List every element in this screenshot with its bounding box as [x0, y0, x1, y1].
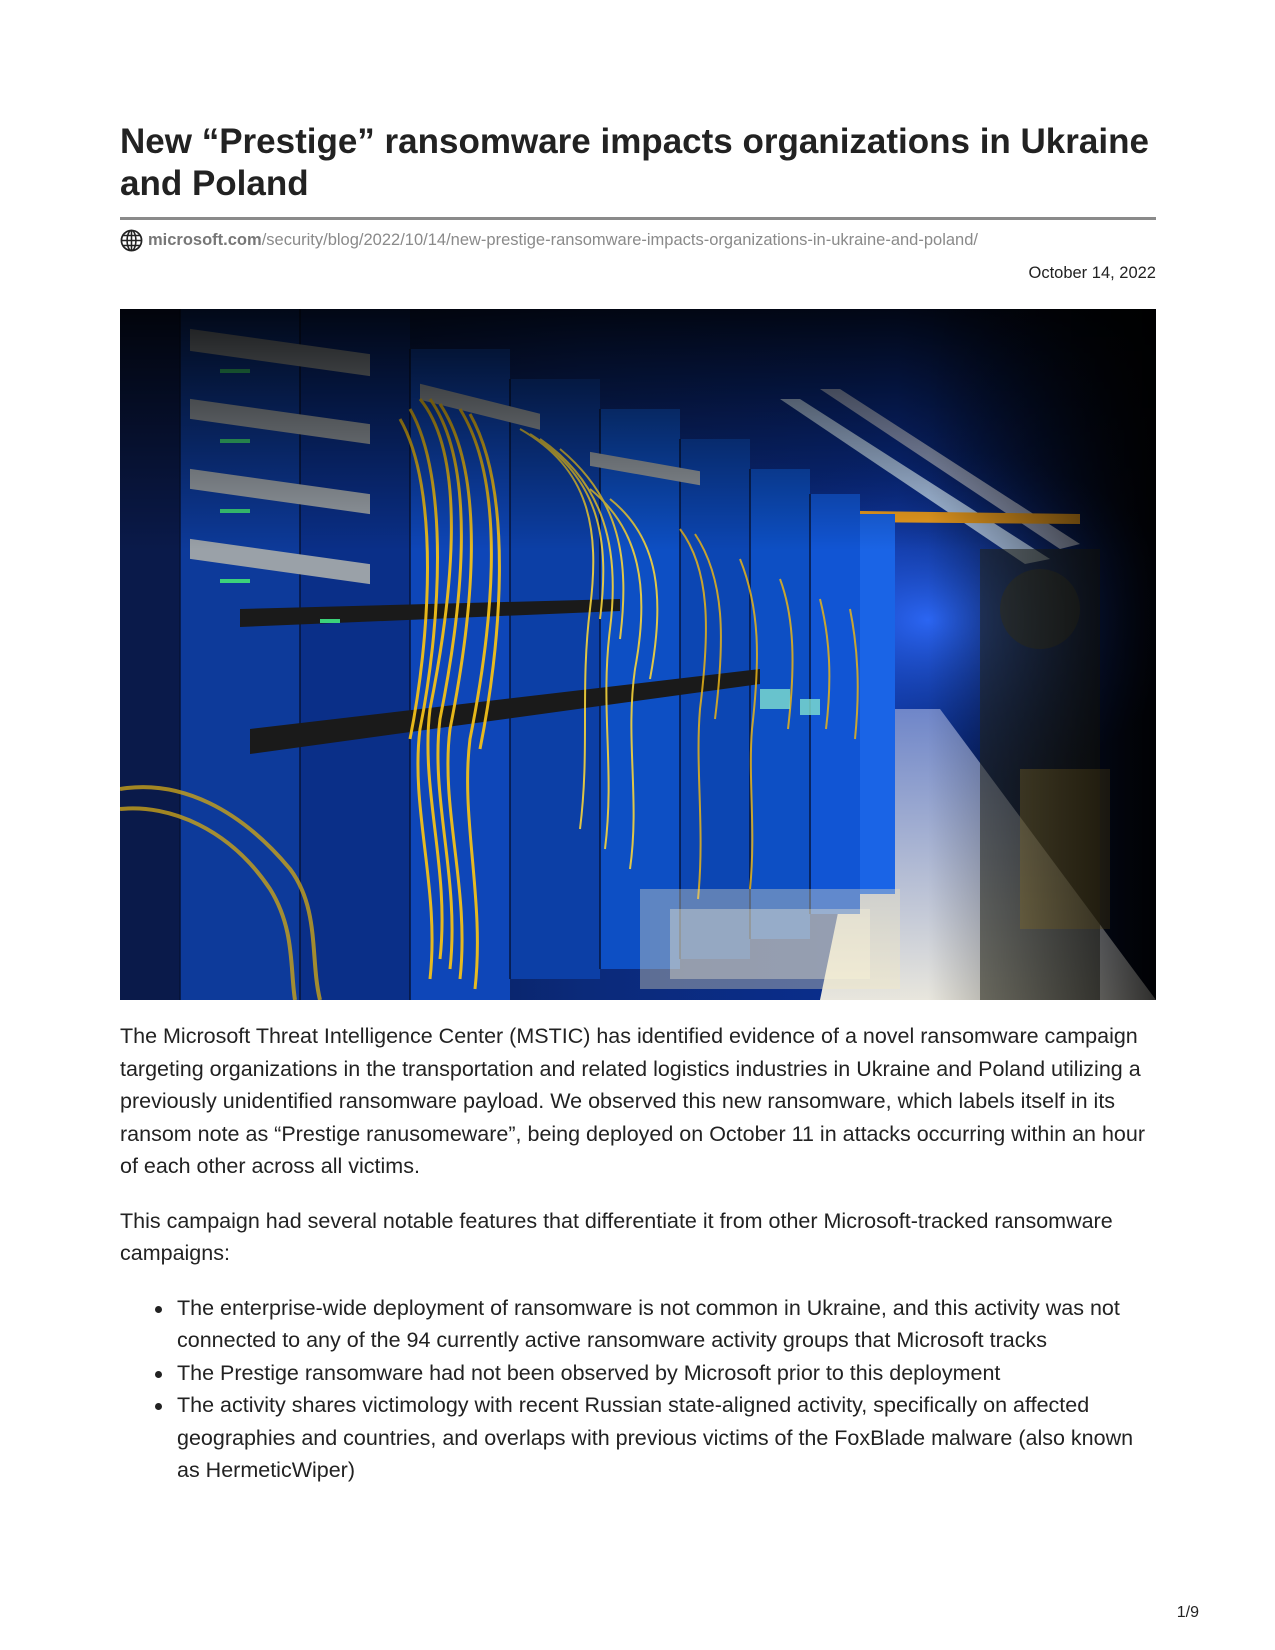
globe-icon	[120, 229, 143, 252]
article	[120, 121, 1156, 1487]
page-number: 1/9	[1176, 1604, 1199, 1621]
intro-paragraph: The Microsoft Threat Intelligence Center (MSTIC) has identified evidence of a novel ransomware campaign targeting organizations in the transportation and related logistics industries in Ukraine and Poland utilizing a previously unidentified ransomware payload. We observed this new ransomware, which labels itself in its ransom note as “Prestige ranusomeware”, being deployed on October 11 in attacks occurring within an hour of each other across all victims.	[120, 1024, 1145, 1178]
list-item-text: The Prestige ransomware had not been observed by Microsoft prior to this deployment	[177, 1360, 1001, 1385]
publish-date: October 14, 2022	[1028, 264, 1156, 282]
list-item	[177, 1389, 1156, 1487]
source-url[interactable]	[120, 226, 1156, 254]
list-item-text: The activity shares victimology with recent Russian state-aligned activity, specifically on affected geographies and countries, and overlaps with previous victims of the FoxBlade malware (also known as HermeticWiper)	[177, 1393, 1134, 1482]
bullet-icon	[155, 1306, 162, 1313]
features-paragraph: This campaign had several notable features that differentiate it from other Microsoft-tracked ransomware campaigns:	[120, 1208, 1113, 1265]
datacenter-illustration	[120, 309, 1156, 1000]
list-item-text: The enterprise-wide deployment of ransomware is not common in Ukraine, and this activity was not connected to any of the 94 currently active ransomware activity groups that Microsoft tracks	[177, 1295, 1120, 1352]
bullet-icon	[155, 1403, 162, 1410]
list-item	[177, 1357, 1156, 1390]
source-path[interactable]: /security/blog/2022/10/14/new-prestige-ransomware-impacts-organizations-in-ukraine-and-poland/	[261, 230, 978, 249]
features-list	[120, 1292, 1156, 1487]
list-item	[177, 1292, 1156, 1357]
source-domain[interactable]: microsoft.com	[148, 230, 262, 249]
title-divider	[120, 217, 1156, 220]
hero-image-datacenter	[120, 309, 1156, 1000]
page-title: New “Prestige” ransomware impacts organizations in Ukraine and Poland	[120, 122, 1149, 203]
bullet-icon	[155, 1371, 162, 1378]
